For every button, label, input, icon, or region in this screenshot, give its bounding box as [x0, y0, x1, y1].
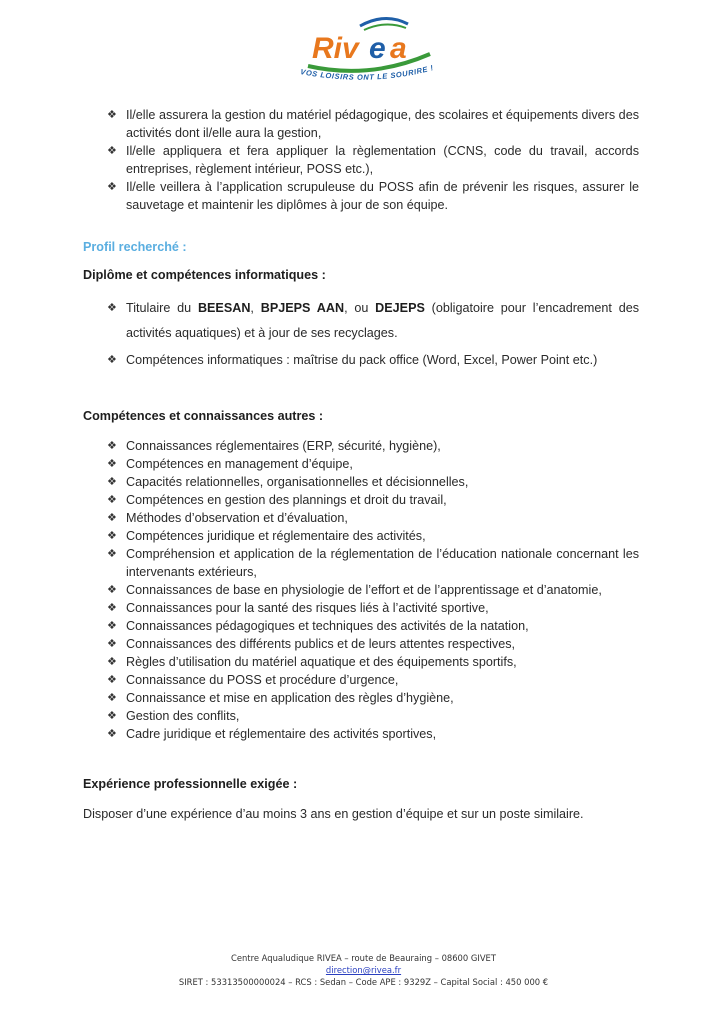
diamond-bullet-icon: ❖	[107, 354, 117, 366]
list-item: ❖ Il/elle appliquera et fera appliquer la règlementation (CCNS, code du travail, accords entreprises, règlement intérieur, POSS etc.),	[107, 144, 639, 176]
diamond-bullet-icon: ❖	[107, 440, 117, 452]
diploma-bpjeps: BPJEPS AAN	[260, 301, 345, 315]
list-item: ❖ Connaissances des différents publics et de leurs attentes respectives,	[107, 637, 515, 651]
logo-name-right: a	[390, 32, 407, 65]
diamond-bullet-icon: ❖	[107, 674, 117, 686]
profil-heading: Profil recherché :	[83, 240, 187, 254]
list-item: ❖ Connaissances réglementaires (ERP, sécurité, hygiène),	[107, 439, 441, 453]
document-body	[83, 106, 639, 823]
footer-legal: SIRET : 53313500000024 – RCS : Sedan – Code APE : 9329Z – Capital Social : 450 000 €	[178, 977, 549, 987]
diamond-bullet-icon: ❖	[107, 620, 117, 632]
list-item: ❖ Gestion des conflits,	[107, 709, 240, 723]
diamond-bullet-icon: ❖	[107, 728, 117, 740]
svg-text:VOS LOISIRS ONT LE SOURIRE !	[300, 63, 435, 82]
logo-slogan: VOS LOISIRS ONT LE SOURIRE !	[299, 62, 435, 82]
diamond-bullet-icon: ❖	[107, 710, 117, 722]
diploma-beesan: BEESAN	[197, 301, 251, 315]
diamond-bullet-icon: ❖	[107, 145, 117, 157]
diamond-bullet-icon: ❖	[107, 512, 117, 524]
diplome-heading: Diplôme et compétences informatiques :	[83, 268, 326, 282]
diamond-bullet-icon: ❖	[107, 656, 117, 668]
list-item: ❖ Connaissance et mise en application des règles d’hygiène,	[107, 691, 454, 705]
diamond-bullet-icon: ❖	[107, 181, 117, 193]
svg-text:e: e	[369, 32, 386, 65]
diamond-bullet-icon: ❖	[107, 584, 117, 596]
diamond-bullet-icon: ❖	[107, 530, 117, 542]
experience-heading: Expérience professionnelle exigée :	[83, 777, 298, 791]
responsibilities-list	[83, 106, 639, 214]
diploma-dejeps: DEJEPS	[375, 301, 425, 315]
rivea-logo	[290, 14, 450, 90]
list-item: ❖ Connaissance du POSS et procédure d’urgence,	[107, 673, 399, 687]
list-item: ❖ Règles d’utilisation du matériel aquatique et des équipements sportifs,	[107, 655, 517, 669]
list-item: ❖ Cadre juridique et réglementaire des activités sportives,	[107, 727, 437, 741]
page-footer	[0, 952, 727, 988]
diamond-bullet-icon: ❖	[107, 476, 117, 488]
list-item: ❖ Compétences en gestion des plannings et droit du travail,	[107, 493, 447, 507]
experience-text: Disposer d’une expérience d’au moins 3 ans en gestion d’équipe et sur un poste similaire.	[83, 807, 584, 821]
list-item: ❖ Méthodes d’observation et d’évaluation,	[107, 511, 348, 525]
diamond-bullet-icon: ❖	[107, 302, 117, 314]
list-item: ❖ Compréhension et application de la réglementation de l’éducation nationale concernant les intervenants extérieurs,	[107, 547, 639, 579]
list-item: ❖ Capacités relationnelles, organisationnelles et décisionnelles,	[107, 475, 469, 489]
footer-email-link[interactable]: direction@rivea.fr	[325, 965, 402, 975]
diamond-bullet-icon: ❖	[107, 548, 117, 560]
rivea-logo-graphic	[290, 14, 450, 90]
diamond-bullet-icon: ❖	[107, 494, 117, 506]
diamond-bullet-icon: ❖	[107, 638, 117, 650]
diamond-bullet-icon: ❖	[107, 458, 117, 470]
list-item: ❖ Compétences juridique et réglementaire des activités,	[107, 529, 426, 543]
list-item: ❖ Compétences en management d’équipe,	[107, 457, 353, 471]
list-item: ❖ Titulaire du BEESAN, BPJEPS AAN, ou DEJEPS (obligatoire pour l’encadrement des activités aquatiques) et à jour de ses recyclages.	[83, 296, 639, 346]
list-item: ❖ Connaissances pédagogiques et techniques des activités de la natation,	[107, 619, 529, 633]
list-item: ❖ Il/elle veillera à l’application scrupuleuse du POSS afin de prévenir les risques, assurer le sauvetage et maintenir les diplômes à jour de son équipe.	[107, 180, 639, 212]
autres-heading: Compétences et connaissances autres :	[83, 409, 324, 423]
diplome-list	[83, 296, 639, 373]
list-item: ❖ Connaissances de base en physiologie de l’effort et de l’apprentissage et d’anatomie,	[107, 583, 602, 597]
logo-name-left: Riv	[312, 32, 359, 65]
list-item: ❖ Il/elle assurera la gestion du matériel pédagogique, des scolaires et équipements divers des activités dont il/elle aura la gestion,	[107, 108, 639, 140]
diamond-bullet-icon: ❖	[107, 692, 117, 704]
diamond-bullet-icon: ❖	[107, 109, 117, 121]
footer-address: Centre Aqualudique RIVEA – route de Beauraing – 08600 GIVET	[231, 953, 496, 963]
diamond-bullet-icon: ❖	[107, 602, 117, 614]
autres-list	[83, 437, 639, 743]
list-item: ❖ Connaissances pour la santé des risques liés à l’activité sportive,	[107, 601, 489, 615]
list-item: ❖ Compétences informatiques : maîtrise du pack office (Word, Excel, Power Point etc.)	[83, 348, 639, 373]
